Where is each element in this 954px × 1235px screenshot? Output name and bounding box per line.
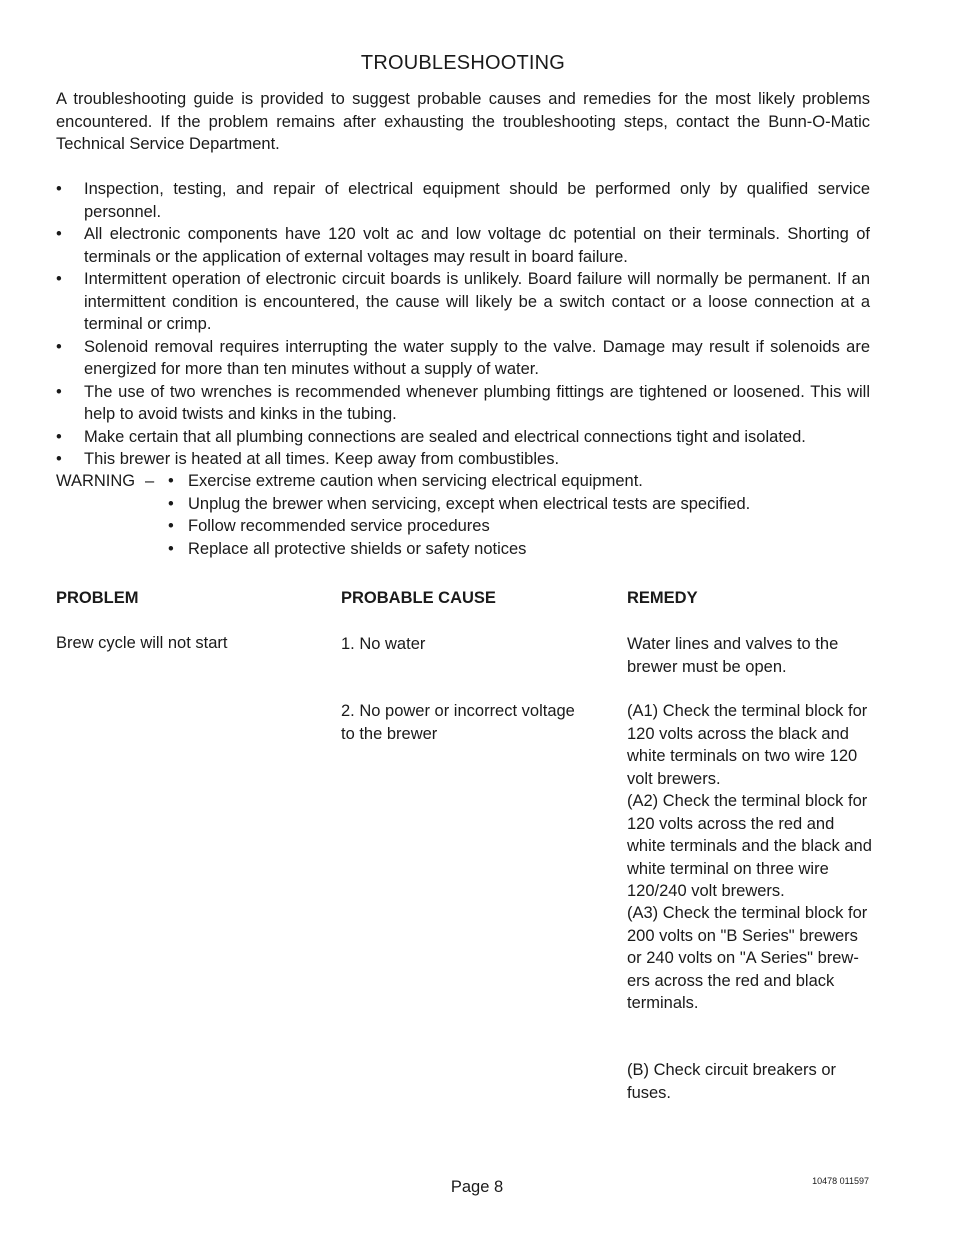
remedy-cell: Water lines and valves to the brewer must be open.	[627, 635, 839, 676]
warning-label: WARNING	[56, 472, 136, 490]
document-number: 10478 011597	[812, 1176, 869, 1186]
list-item: • Solenoid removal requires interrupting the water supply to the valve. Damage may result if solenoids are energized for more than ten minutes without a supply of water.	[56, 336, 870, 381]
intro-paragraph: A troubleshooting guide is provided to suggest probable causes and remedies for the most likely problems encountered. If the problem remains after exhausting the troubleshooting steps, contact the Bunn-O-Matic Technical Service Department.	[56, 90, 870, 153]
list-item: • Exercise extreme caution when servicing electrical equipment.	[168, 470, 868, 493]
safety-bullet-list	[56, 178, 870, 471]
column-header-cause: PROBABLE CAUSE	[341, 589, 496, 607]
warning-dash: –	[145, 472, 155, 490]
cause-cell: 1. No water	[341, 635, 426, 653]
problem-cell: Brew cycle will not start	[56, 634, 228, 652]
page-number: Page 8	[450, 1178, 504, 1196]
list-item: • Inspection, testing, and repair of electrical equipment should be performed only by qualified service personnel.	[56, 178, 870, 223]
list-item: • Replace all protective shields or safety notices	[168, 538, 868, 561]
cause-cell: 2. No power or incorrect voltage to the brewer	[341, 702, 575, 743]
column-header-problem: PROBLEM	[56, 589, 139, 607]
list-item: • The use of two wrenches is recommended whenever plumbing fittings are tightened or loosened. This will help to avoid twists and kinks in the tubing.	[56, 381, 870, 426]
list-item: • Follow recommended service procedures	[168, 515, 868, 538]
remedy-cell: (B) Check circuit breakers or fuses.	[627, 1061, 837, 1102]
remedy-cell: (A2) Check the terminal block for 120 volts across the red and white terminals and the black and white terminal on three wire 120/240 volt brewers.	[627, 792, 872, 900]
remedy-cell: (A3) Check the terminal block for 200 volts on "B Series" brewers or 240 volts on "A Series" brew-ers across the red and black terminals.	[627, 904, 868, 1012]
warning-list	[168, 470, 868, 560]
column-header-remedy: REMEDY	[627, 589, 698, 607]
remedy-cell: (A1) Check the terminal block for 120 volts across the black and white terminals on two wire 120 volt brewers.	[627, 702, 868, 788]
list-item: • Intermittent operation of electronic circuit boards is unlikely. Board failure will normally be permanent. If an intermittent condition is encountered, the cause will likely be a switch contact or a loose connection at a terminal or crimp.	[56, 268, 870, 336]
list-item: • All electronic components have 120 volt ac and low voltage dc potential on their terminals. Shorting of terminals or the application of external voltages may result in board failure.	[56, 223, 870, 268]
list-item: • Make certain that all plumbing connections are sealed and electrical connections tight and isolated.	[56, 426, 870, 449]
page-title: TROUBLESHOOTING	[360, 52, 566, 74]
list-item: • This brewer is heated at all times. Keep away from combustibles.	[56, 448, 870, 471]
list-item: • Unplug the brewer when servicing, except when electrical tests are specified.	[168, 493, 868, 516]
